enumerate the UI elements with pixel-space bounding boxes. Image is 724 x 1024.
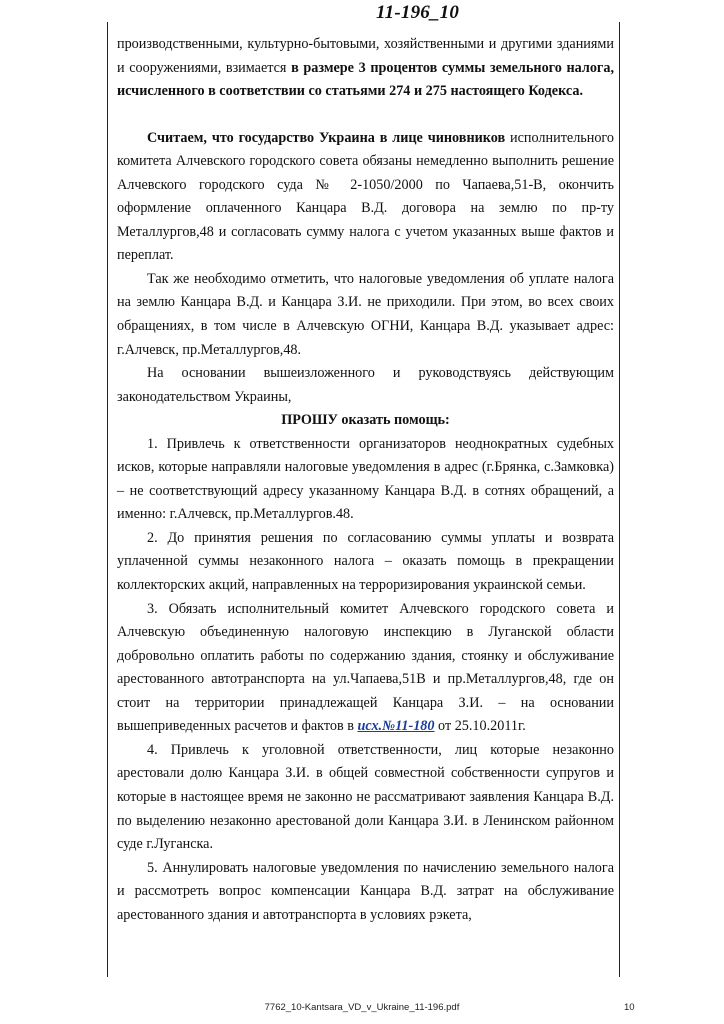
request-item-text: 3. Обязать исполнительный комитет Алчевского городского совета и Алчевскую объединенную налоговую инспекцию в Луганской области добровольно оплатить работы по содержанию здания, стоянку и обслуживание арестованного автотранспорта на ул.Чапаева,51В и пр.Металлургов,48, где он стоит на территории принадлежащей Канцара З.И. – на основании вышеприведенных расчетов и фактов в — [117, 600, 614, 735]
paragraph-text: производственными, культурно-бытовыми, хозяйственными и другими зданиями и сооружениями, взимается — [117, 36, 614, 76]
document-body — [117, 33, 614, 927]
paragraph-legal-basis: На основании вышеизложенного и руководствуясь действующим законодательством Украины, — [117, 365, 614, 405]
paragraph-notifications: Так же необходимо отметить, что налоговые уведомления об уплате налога на землю Канцара В.Д. и Канцара З.И. не приходили. При этом, во всех своих обращениях, в том числе в Алчевскую ОГНИ, Канцара В.Д. указывает адрес: г.Алчевск, пр.Металлургов,48. — [117, 270, 614, 358]
request-heading: ПРОШУ оказать помощь: — [281, 412, 450, 429]
request-item-1: 1. Привлечь к ответственности организаторов неоднократных судебных исков, которые направляли налоговые уведомления в адрес (г.Брянка, с.Замковка) – не соответствующий адресу указанному Канцара В.Д. в сотнях обращений, а именно: г.Алчевск, пр.Металлургов.48. — [117, 435, 614, 523]
page-number: 10 — [624, 1002, 635, 1013]
footer-filename: 7762_10-Kantsara_VD_v_Ukraine_11-196.pdf — [264, 1002, 460, 1013]
request-item-2: 2. До принятия решения по согласованию суммы уплаты и возврата уплаченной суммы незаконного налога – оказать помощь в прекращении коллекторских акций, направленных на терроризирования украинской семьи. — [117, 529, 614, 594]
paragraph-bold-text: Считаем, что государство Украина в лице чиновников — [147, 129, 506, 146]
request-item-3 — [117, 598, 614, 739]
request-item-4: 4. Привлечь к уголовной ответственности, лиц которые незаконно арестовали долю Канцара З.И. в общей совместной собственности супругов и которые в настоящее время не законно не рассматривают заявления Канцара В.Д. по выделению незаконно арестованой доли Канцара З.И. в Ленинском районном суде г.Луганска. — [117, 741, 614, 853]
request-item-tail: от 25.10.2011г. — [434, 718, 526, 735]
request-item-5: 5. Аннулировать налоговые уведомления по начислению земельного налога и рассмотреть вопрос компенсации Канцара В.Д. затрат на обслуживание арестованного здания и автотранспорта в условиях рэкета, — [117, 859, 614, 923]
paragraph-bold-text: в размере 3 процентов суммы земельного налога, исчисленного в соответствии со статьями 274 и 275 настоящего Кодекса. — [117, 59, 614, 100]
spacer — [117, 104, 614, 127]
reference-link[interactable]: исх.№11-180 — [357, 718, 435, 735]
document-id: 11-196_10 — [376, 2, 460, 23]
paragraph-tax-rate — [117, 33, 614, 104]
paragraph-text: исполнительного комитета Алчевского городского совета обязаны немедленно выполнить решение Алчевского городского суда № 2-1050/2000 по Чапаева,51-В, окончить оформление оплаченного Канцара В.Д. договора на землю по пр-ту Металлургов,48 и согласовать сумму налога с учетом указанных выше фактов и переплат. — [117, 129, 614, 264]
paragraph-we-believe — [117, 127, 614, 268]
